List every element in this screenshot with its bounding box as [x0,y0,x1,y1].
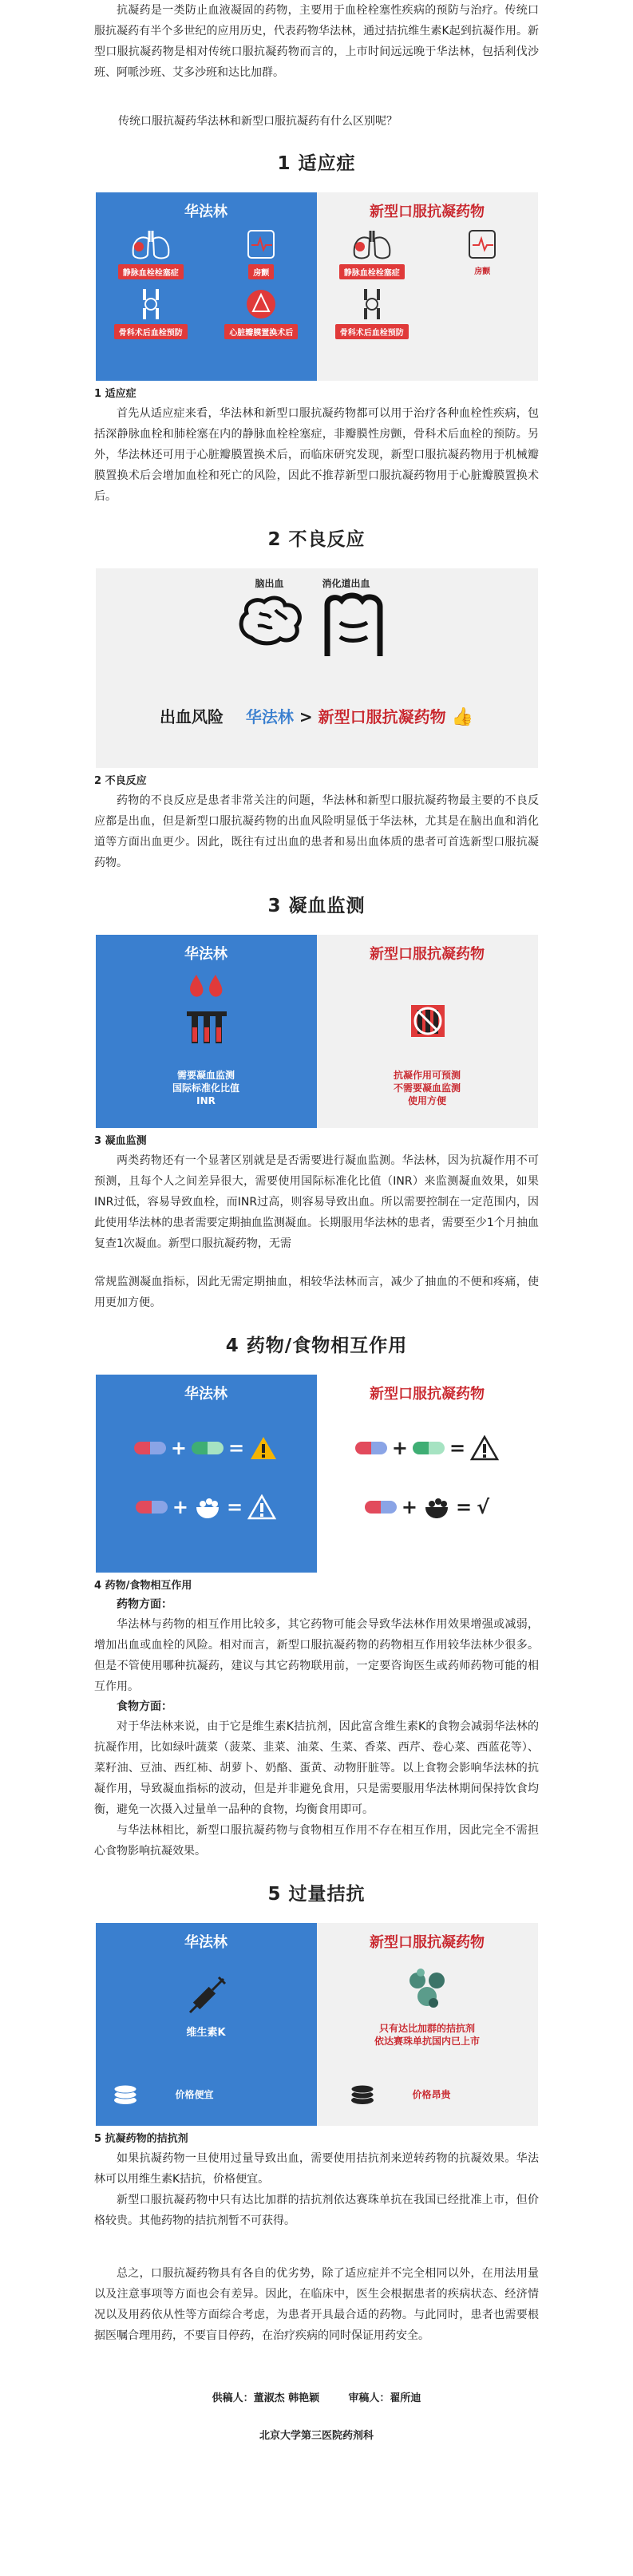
adverse-figure [96,568,538,768]
para-antagonist-2: 新型口服抗凝药物中只有达比加群的拮抗剂依达赛珠单抗在我国已经批准上市，但价格较贵。其他药物的拮抗剂暂不可获得。 [94,2194,539,2227]
credits-line [0,2389,633,2404]
drug-drug-row-n: + = [317,1435,538,1461]
valve-item [206,287,317,339]
noac-antagonist-text [317,2022,538,2048]
brain-label: 脑出血 [255,578,284,589]
noac-af-item [427,228,538,279]
greater-than: > [299,707,313,726]
expensive-label: 价格昂贵 [412,2089,451,2100]
drug-food-row-w: + = [96,1494,317,1520]
noac-monitor-panel [317,935,538,1128]
risk-label: 出血风险 [160,707,224,726]
section-title-adverse: 2 不良反应 [267,529,366,550]
reviewer: 翟所迪 [390,2392,421,2404]
noac-monitor-text [317,1069,538,1107]
vitamin-k-label: 维生素K [186,2027,226,2039]
gut-label: 消化道出血 [322,578,370,589]
editor-label: 供稿人： [212,2392,254,2404]
para-drug: 华法林与药物的相互作用比较多，其它药物可能会导致华法林作用效果增强或减弱，增加出血或血栓的风险。相对而言，新型口服抗凝药物的药物相互作用较华法林少很多。但是不管使用哪种抗凝药，建议与其它药物联用前，一定要咨询医生或药师药物可能的相互作用。 [94,1618,539,1693]
section-title-antagonism: 5 过量拮抗 [267,1884,366,1905]
noac-vte-label: 静脉血栓栓塞症 [339,264,405,279]
predictable: 抗凝作用可预测 [393,1070,461,1081]
para-monitoring-2: 常规监测凝血指标，因此无需定期抽血，相较华法林而言，减少了抽血的不便和疼痛，使用更加方便。 [94,1276,539,1309]
warfarin-title-4: 华法林 [184,1386,227,1403]
para-antagonist-1: 如果抗凝药物一旦使用过量导致出血，需要使用拮抗剂来逆转药物的抗凝效果。华法林可以用维生素K拮抗，价格便宜。 [94,2152,539,2186]
warfarin-title-5: 华法林 [184,1934,227,1951]
caption-3: 3 凝血监测 [94,1135,147,1147]
warfarin-panel [96,192,317,381]
idarucizumab-available: 依达赛珠单抗国内已上市 [374,2036,480,2047]
pill-icon [192,1442,224,1454]
caption-5: 5 抗凝药物的拮抗剂 [94,2133,188,2145]
intestine-icon [318,591,390,663]
antibody-molecule-icon [402,1963,453,2014]
noac-ortho-item [317,287,428,339]
valve-icon [237,287,285,321]
warfarin-monitor-panel [96,935,317,1128]
reviewer-label: 审稿人： [348,2392,390,2404]
question-line: 传统口服抗凝药华法林和新型口服抗凝药有什么区别呢？ [118,115,398,128]
inr-name: 国际标准化比值 [172,1082,239,1094]
pill-icon [413,1442,445,1454]
coins-icon [349,2083,376,2105]
pill-icon [136,1501,168,1514]
food-bowl-icon [193,1494,222,1520]
warning-icon [247,1494,276,1520]
warning-icon [249,1435,278,1461]
para-food-2: 与华法林相比，新型口服抗凝药物与食物相互作用不存在相互作用，因此完全不需担心食物影响抗凝效果。 [94,1824,539,1858]
drug-aspect-heading: 药物方面： [117,1598,172,1611]
summary-paragraph: 总之，口服抗凝药物具有各自的优劣势，除了适应症并不完全相同以外，在用法用量以及注意事项等方面也会有差异。因此，在临床中，医生会根据患者的疾病状态、经济情况以及用药依从性等方面综合考虑，为患者开具最合适的药物。与此同时，患者也需要根据医嘱合理用药，不要盲目停药，在治疗疾病的同时保证用药安全。 [94,2267,539,2342]
antagonist-figure [96,1923,538,2126]
noac-af-label: 房颤 [474,267,491,276]
noac-ortho-label: 骨科术后血栓预防 [335,324,409,339]
interaction-figure [96,1375,538,1573]
section-title-monitoring: 3 凝血监测 [267,896,366,916]
vte-item [96,228,207,279]
noac-title: 新型口服抗凝药物 [370,204,485,220]
pill-icon [365,1501,397,1514]
editors: 董淑杰 韩艳颖 [253,2392,320,2404]
warfarin-interaction-panel [96,1375,317,1573]
only-dabigatran: 只有达比加群的拮抗剂 [378,2023,475,2034]
pill-icon [134,1442,166,1454]
section-title-interaction: 4 药物/食物相互作用 [225,1335,408,1356]
need-monitor: 需要凝血监测 [176,1070,235,1081]
lungs-icon [127,228,175,261]
monitoring-figure [96,935,538,1128]
no-test-icon [406,999,449,1042]
warfarin-antagonist-panel [96,1923,317,2126]
pill-icon [355,1442,387,1454]
caption-4: 4 药物/食物相互作用 [94,1580,192,1592]
lungs-icon [348,228,396,261]
food-bowl-icon [422,1494,451,1520]
joint-icon [127,287,175,321]
noac-title-3: 新型口服抗凝药物 [370,946,485,963]
af-item [206,228,317,279]
brain-icon [235,594,307,650]
coins-icon [112,2083,139,2105]
noac-vte-item [317,228,428,279]
para-adverse: 药物的不良反应是患者非常关注的问题，华法林和新型口服抗凝药物最主要的不良反应都是出血，但是新型口服抗凝药物的出血风险明显低于华法林，尤其是在脑出血和消化道等方面出血更少。因此，既往有过出血的患者和易出血体质的患者可首选新型口服抗凝药物。 [94,794,539,869]
vte-label: 静脉血栓栓塞症 [118,264,184,279]
para-food-1: 对于华法林来说，由于它是维生素K拮抗剂，因此富含维生素K的食物会减弱华法林的抗凝作用，比如绿叶蔬菜（菠菜、韭菜、油菜、生菜、香菜、西芹、卷心菜、西蓝花等）、菜籽油、豆油、西红柿、胡萝卜、奶酪、蛋黄、动物肝脏等。以上食物会影响华法林的抗凝作用，导致凝血指标的波动，但是并非避免食用，只是需要服用华法林期间保持饮食均衡，避免一次摄入过量单一品种的食物，均衡食用即可。 [94,1720,539,1816]
noac-word: 新型口服抗凝药物 [318,707,446,726]
no-monitor: 不需要凝血监测 [393,1082,461,1094]
section-title-indications: 1 适应症 [277,153,356,174]
warfarin-title: 华法林 [184,204,227,220]
warfarin-title-3: 华法林 [184,946,227,963]
blood-drops-icon [185,973,228,999]
bleeding-risk-row [96,704,538,727]
indications-figure [96,192,538,381]
joint-icon [348,287,396,321]
inr-abbr: INR [196,1095,216,1106]
noac-interaction-panel [317,1375,538,1573]
drug-drug-row-w: + = [96,1435,317,1461]
heart-ecg-icon [458,228,506,261]
convenient: 使用方便 [407,1095,446,1106]
af-label: 房颤 [248,264,274,279]
warning-icon [470,1435,499,1461]
warfarin-word: 华法林 [245,707,294,726]
noac-title-5: 新型口服抗凝药物 [370,1934,485,1951]
organization: 北京大学第三医院药剂科 [259,2430,374,2442]
noac-antagonist-panel [317,1923,538,2126]
warfarin-monitor-text [96,1069,317,1107]
ortho-label: 骨科术后血栓预防 [114,324,188,339]
thumbs-up-icon: 👍 [451,707,473,727]
check-icon: √ [477,1496,490,1518]
cheap-label: 价格便宜 [175,2089,214,2100]
syringe-icon [182,1973,230,2020]
para-indications: 首先从适应症来看，华法林和新型口服抗凝药物都可以用于治疗各种血栓性疾病，包括深静脉血栓和肺栓塞在内的静脉血栓栓塞症，非瓣膜性房颤，骨科术后血栓的预防。另外，华法林还可用于心脏瓣膜置换术后，而临床研究发现，新型口服抗凝药物用于机械瓣膜置换术后会增加血栓和死亡的风险，因此不推荐新型口服抗凝药物用于心脏瓣膜置换术后。 [94,407,539,503]
ortho-item [96,287,207,339]
para-monitoring-1: 两类药物还有一个显著区别就是是否需要进行凝血监测。华法林，因为抗凝作用不可预测，且每个人之间差异很大，需要使用国际标准化比值（INR）来监测凝血效果，如果INR过低，容易导致血栓，而INR过高，则容易导致出血。所以需要控制在一定范围内，因此使用华法林的患者需要定期抽血监测凝血。长期服用华法林的患者，需要至少1个月抽血复查1次凝血。新型口服抗凝药物，无需 [94,1154,539,1250]
valve-label: 心脏瓣膜置换术后 [224,324,298,339]
test-tubes-icon [185,1003,228,1047]
heart-ecg-icon [237,228,285,261]
drug-food-row-n: + = √ [317,1494,538,1520]
food-aspect-heading: 食物方面： [117,1700,172,1713]
caption-2: 2 不良反应 [94,775,147,787]
intro-paragraph: 抗凝药是一类防止血液凝固的药物，主要用于血栓栓塞性疾病的预防与治疗。传统口服抗凝药有半个多世纪的应用历史，代表药物华法林，通过拮抗维生素K起到抗凝作用。新型口服抗凝药物是相对传统口服抗凝药物而言的，上市时间远远晚于华法林，包括利伐沙班、阿哌沙班、艾多沙班和达比加群。 [94,4,539,79]
noac-panel [317,192,538,381]
noac-title-4: 新型口服抗凝药物 [370,1386,485,1403]
caption-1: 1 适应症 [94,388,136,400]
